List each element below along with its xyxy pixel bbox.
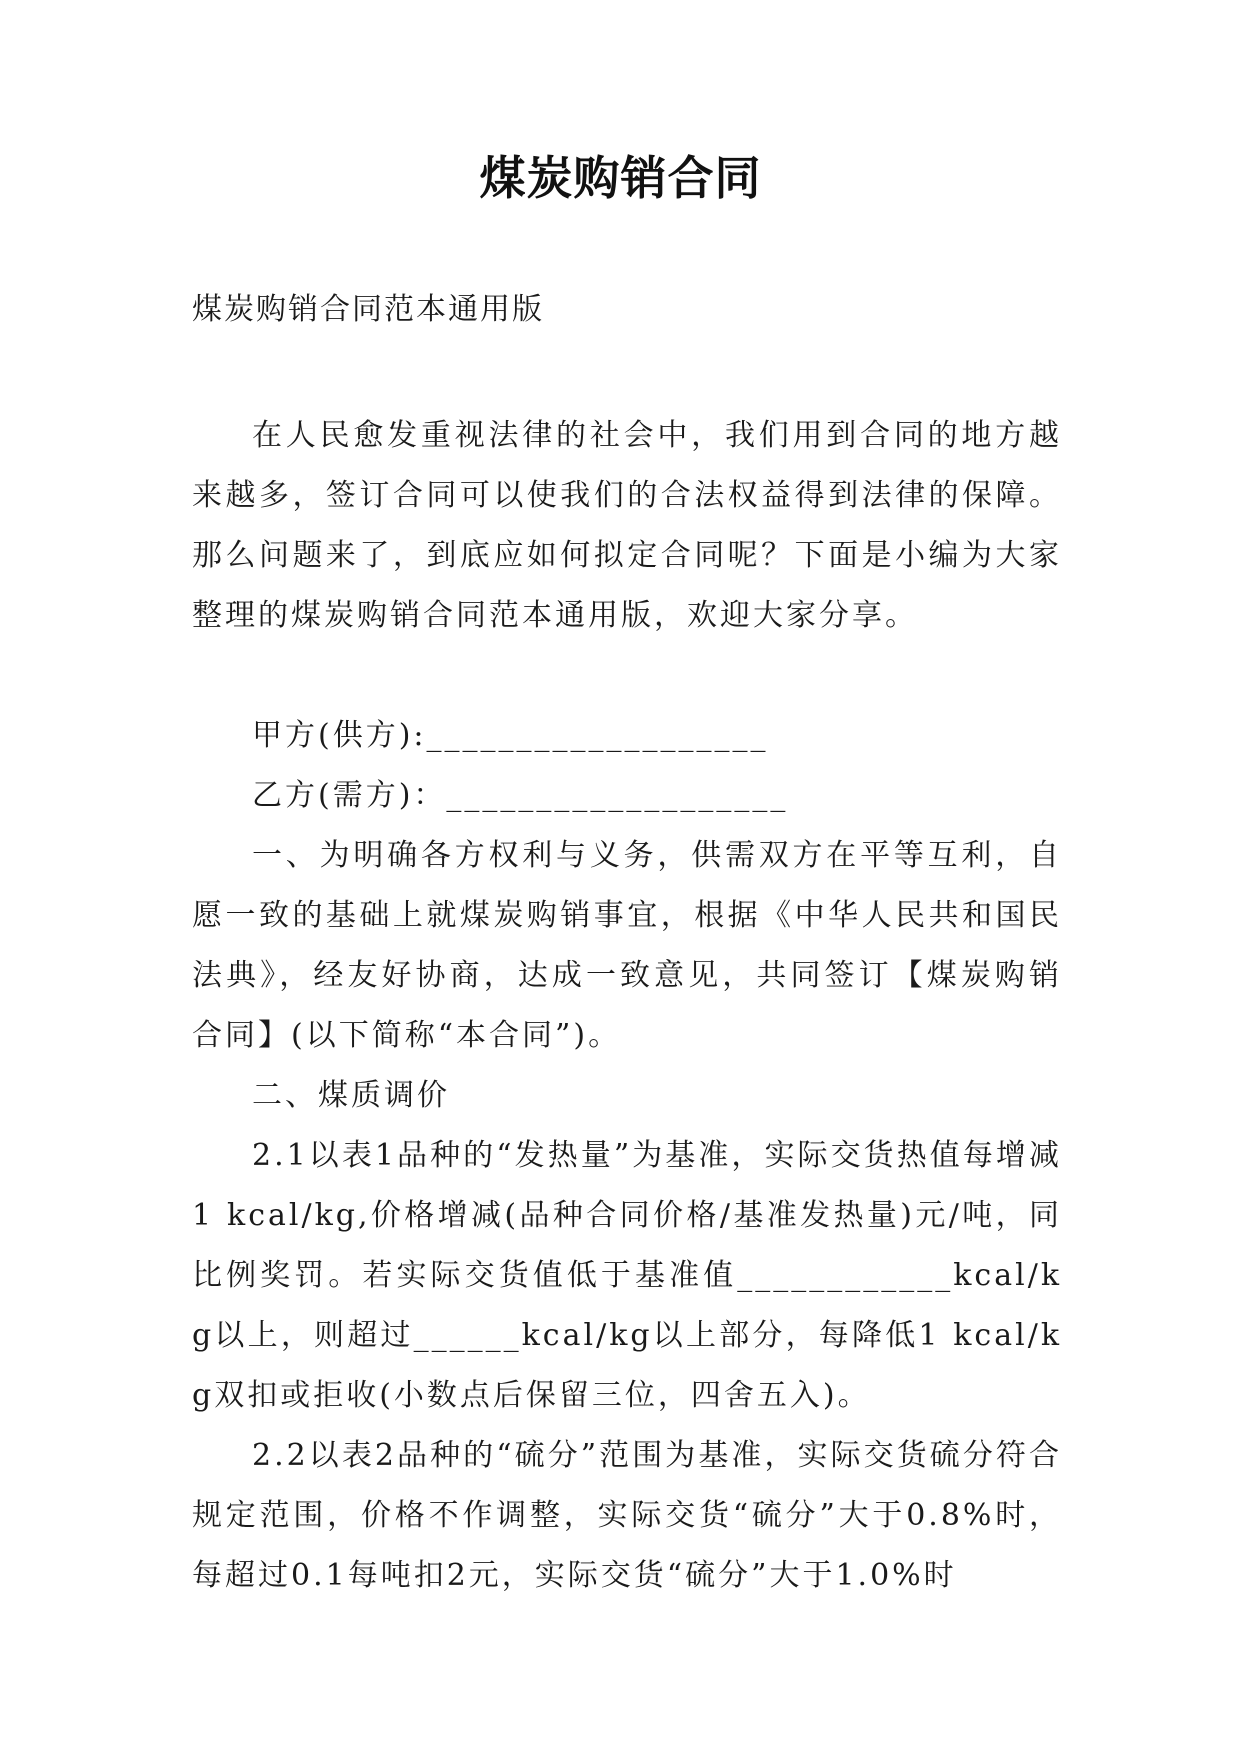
clause-2-2-paragraph: 2.2以表2品种的“硫分”范围为基准，实际交货硫分符合规定范围，价格不作调整，实际交货“硫分”大于0.8%时，每超过0.1每吨扣2元，实际交货“硫分”大于1.0%时 — [192, 1438, 1062, 1593]
party-b-line: 乙方(需方)：___________________ — [252, 778, 789, 813]
clause-1-paragraph: 一、为明确各方权利与义务，供需双方在平等互利，自愿一致的基础上就煤炭购销事宜，根据《中华人民共和国民法典》，经友好协商，达成一致意见，共同签订【煤炭购销合同】(以下简称“本合同”)。 — [192, 838, 1062, 1053]
clause-2-1-paragraph: 2.1以表1品种的“发热量”为基准，实际交货热值每增减1 kcal/kg,价格增减(品种合同价格/基准发热量)元/吨，同比例奖罚。若实际交货值低于基准值____________kcal/kg以上，则超过______kcal/kg以上部分，每降低1 kcal/kg双扣或拒收(小数点后保留三位，四舍五入)。 — [192, 1138, 1062, 1413]
clause-2-heading: 二、煤质调价 — [252, 1078, 450, 1113]
party-a-line: 甲方(供方):___________________ — [252, 718, 769, 753]
document-subtitle: 煤炭购销合同范本通用版 — [192, 292, 544, 327]
document-body — [192, 406, 1062, 1606]
intro-paragraph: 在人民愈发重视法律的社会中，我们用到合同的地方越来越多，签订合同可以使我们的合法权益得到法律的保障。那么问题来了，到底应如何拟定合同呢？下面是小编为大家整理的煤炭购销合同范本通用版，欢迎大家分享。 — [192, 418, 1062, 633]
document-title: 煤炭购销合同 — [479, 151, 762, 205]
